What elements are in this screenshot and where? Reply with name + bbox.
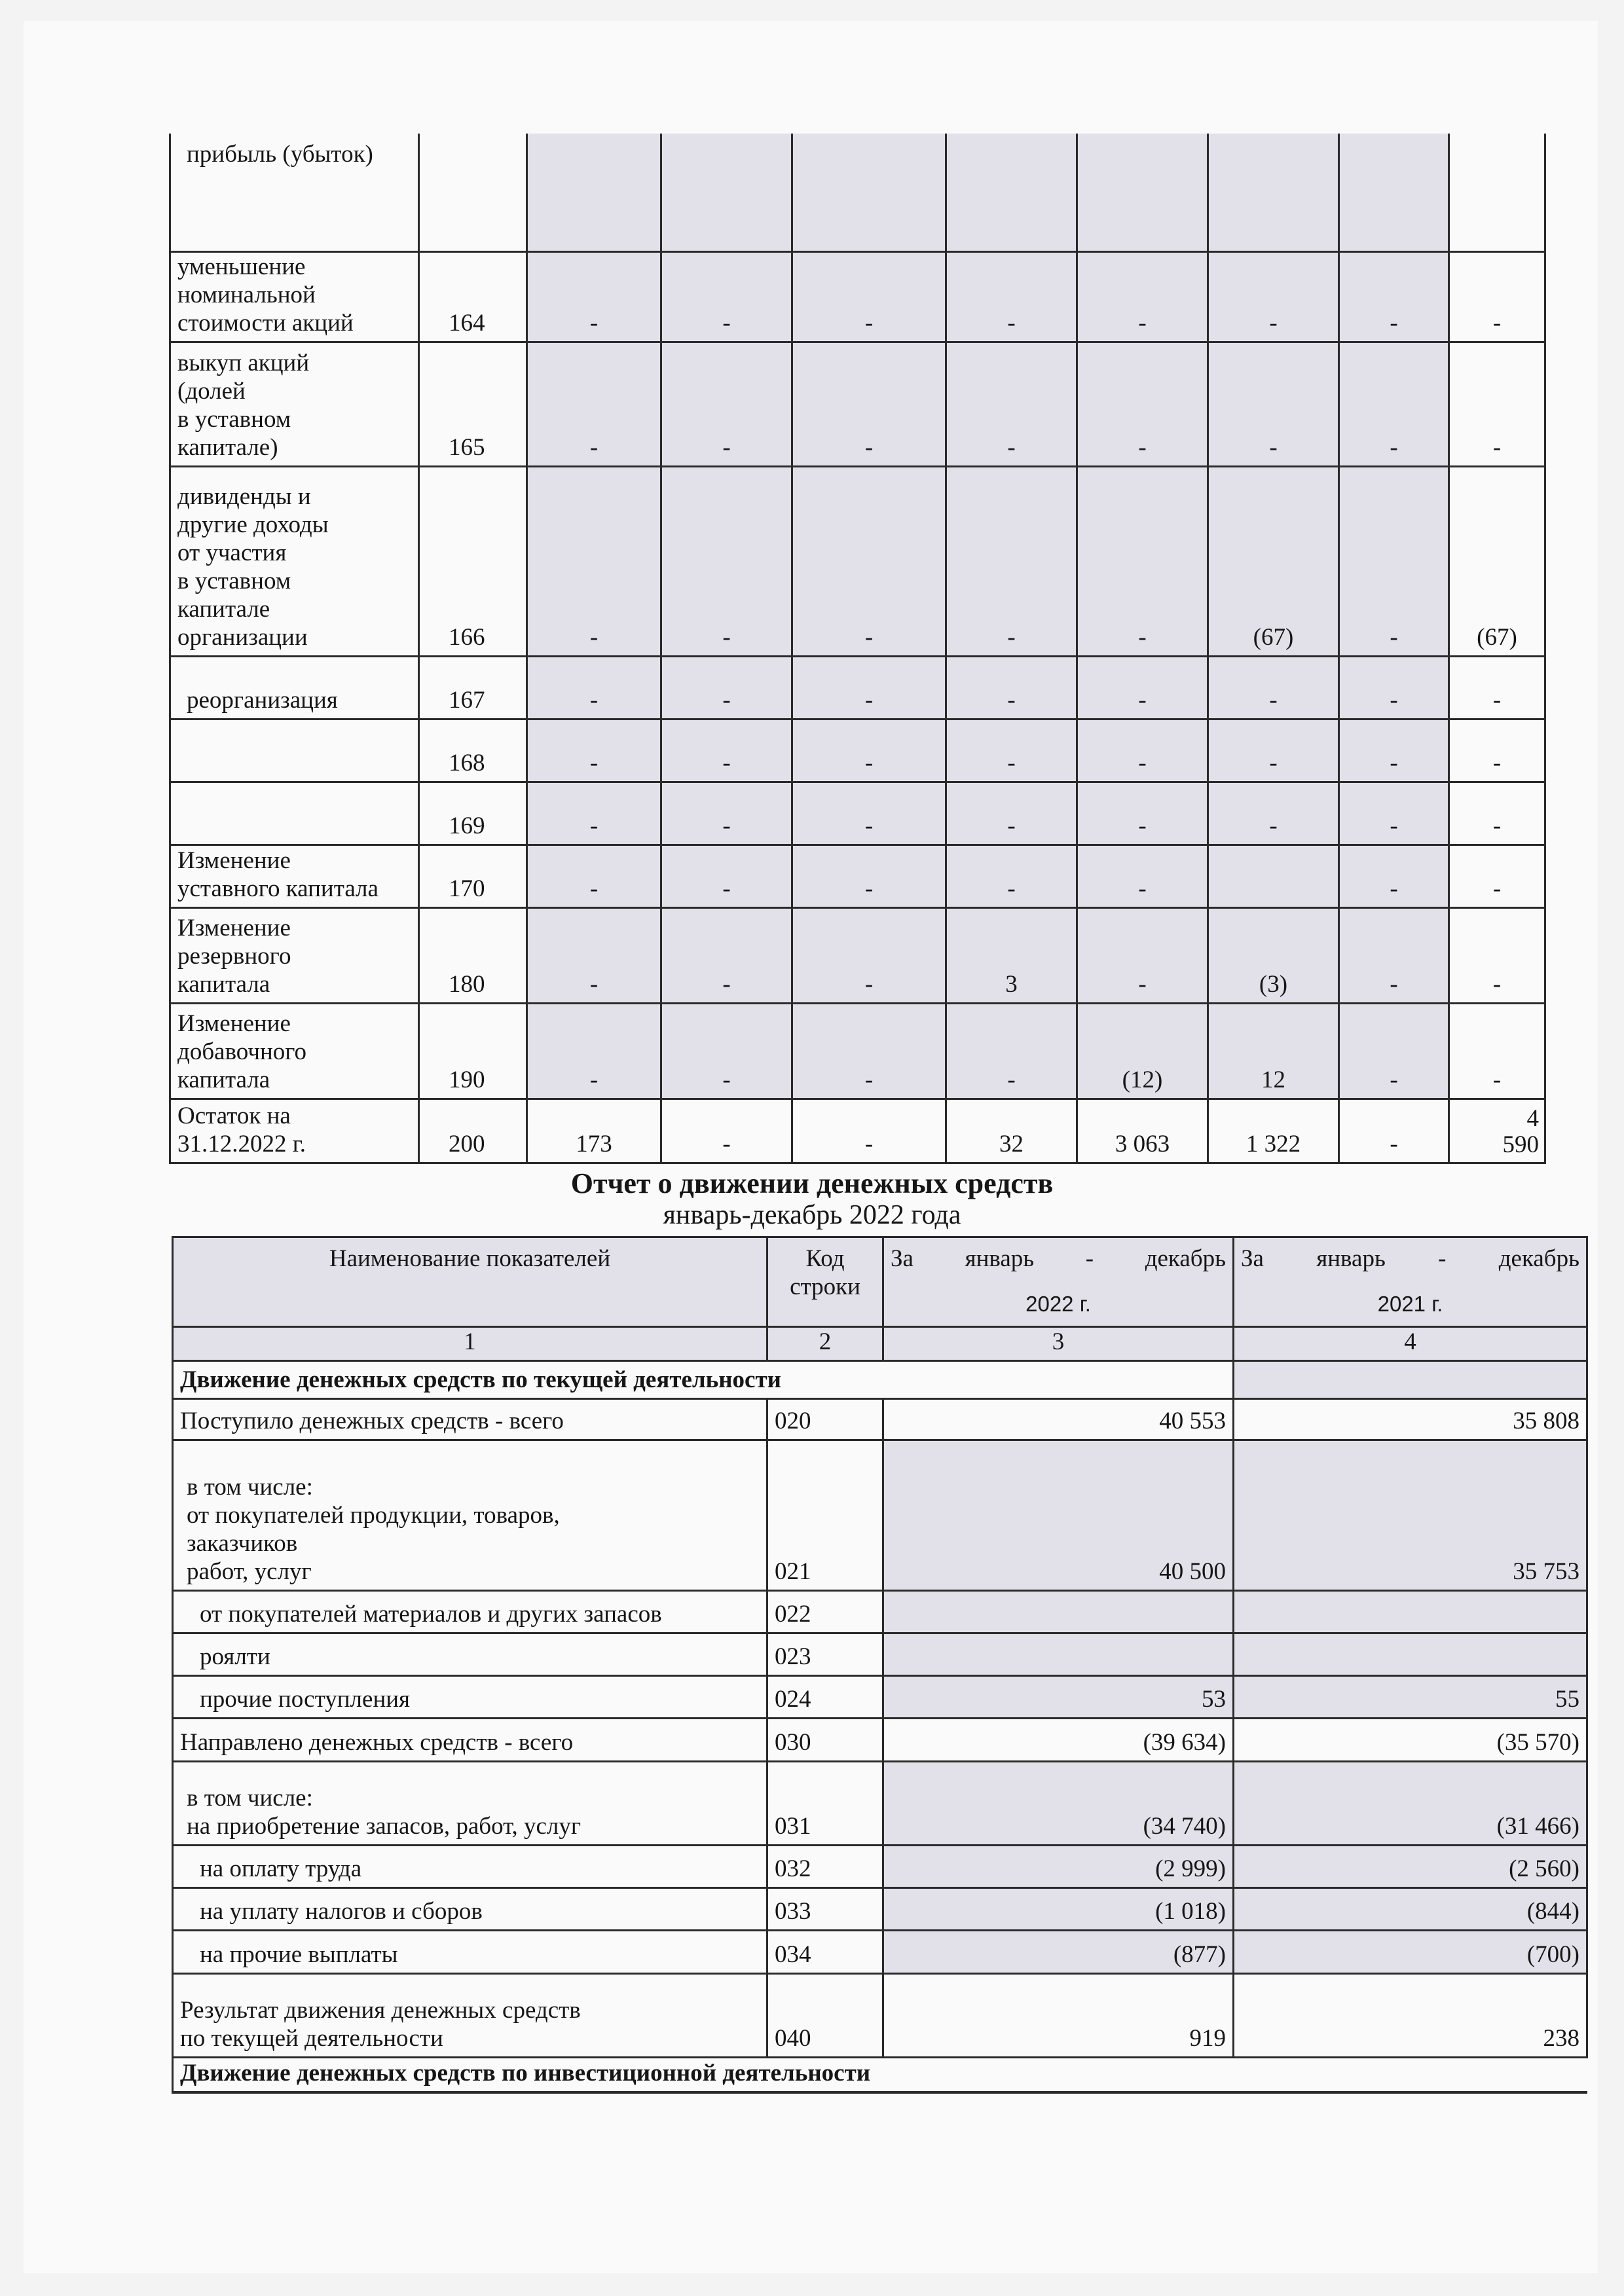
cell: - bbox=[1208, 782, 1339, 845]
cell: - bbox=[946, 251, 1077, 342]
value-2022: 919 bbox=[883, 1973, 1234, 2057]
value-2022: (877) bbox=[883, 1931, 1234, 1973]
value-2021: 35 753 bbox=[1234, 1440, 1587, 1590]
value-2022 bbox=[883, 1590, 1234, 1633]
table-row bbox=[173, 1440, 1587, 1590]
cell: - bbox=[792, 466, 946, 656]
cell: - bbox=[1339, 782, 1449, 845]
cell: 32 bbox=[946, 1099, 1077, 1163]
row-code: 030 bbox=[767, 1719, 883, 1761]
row-code: 168 bbox=[419, 719, 527, 782]
row-code bbox=[419, 134, 527, 251]
cell: - bbox=[527, 845, 661, 907]
value-2021: 238 bbox=[1234, 1973, 1587, 2057]
value-2021: 55 bbox=[1234, 1676, 1587, 1719]
value-2021: (2 560) bbox=[1234, 1845, 1587, 1887]
cell: - bbox=[946, 342, 1077, 466]
cell bbox=[661, 134, 792, 251]
cell: - bbox=[1339, 907, 1449, 1003]
cell: - bbox=[1339, 466, 1449, 656]
cell: - bbox=[661, 845, 792, 907]
cell: - bbox=[1208, 342, 1339, 466]
cell: - bbox=[1077, 656, 1208, 719]
row-label: Остаток на 31.12.2022 г. bbox=[170, 1099, 419, 1163]
row-label: от покупателей материалов и других запасов bbox=[173, 1590, 767, 1633]
cell: (3) bbox=[1208, 907, 1339, 1003]
row-label: в том числе: от покупателей продукции, товаров, заказчиков работ, услуг bbox=[173, 1440, 767, 1590]
col-number: 3 bbox=[883, 1326, 1234, 1361]
cell: - bbox=[1339, 845, 1449, 907]
cell: - bbox=[792, 342, 946, 466]
cell: - bbox=[1339, 251, 1449, 342]
row-code: 024 bbox=[767, 1676, 883, 1719]
cell: - bbox=[1077, 251, 1208, 342]
cell: - bbox=[1449, 719, 1545, 782]
table-row bbox=[173, 1590, 1587, 1633]
cell: - bbox=[1339, 1099, 1449, 1163]
section-row bbox=[173, 2057, 1587, 2092]
row-code: 165 bbox=[419, 342, 527, 466]
row-label: роялти bbox=[173, 1633, 767, 1676]
cell: - bbox=[946, 845, 1077, 907]
row-code: 022 bbox=[767, 1590, 883, 1633]
cell: - bbox=[792, 1003, 946, 1099]
table-row bbox=[173, 1888, 1587, 1931]
row-code: 021 bbox=[767, 1440, 883, 1590]
row-label bbox=[170, 782, 419, 845]
cell bbox=[1208, 845, 1339, 907]
cell: 12 bbox=[1208, 1003, 1339, 1099]
cell bbox=[792, 134, 946, 251]
row-label: выкуп акций (долей в уставном капитале) bbox=[170, 342, 419, 466]
report-title: Отчет о движении денежных средств bbox=[570, 1167, 1054, 1199]
cell: - bbox=[792, 782, 946, 845]
cell: - bbox=[661, 342, 792, 466]
row-code: 034 bbox=[767, 1931, 883, 1973]
table-row bbox=[170, 466, 1545, 656]
cell: - bbox=[1339, 719, 1449, 782]
value-2021: (35 570) bbox=[1234, 1719, 1587, 1761]
row-label bbox=[170, 719, 419, 782]
row-code: 167 bbox=[419, 656, 527, 719]
cell: - bbox=[1449, 782, 1545, 845]
row-code: 200 bbox=[419, 1099, 527, 1163]
cell: - bbox=[1339, 1003, 1449, 1099]
cashflow-table bbox=[172, 1236, 1588, 2094]
value-2022: (39 634) bbox=[883, 1719, 1234, 1761]
table-row bbox=[170, 1099, 1545, 1163]
row-label: Изменение резервного капитала bbox=[170, 907, 419, 1003]
cell: - bbox=[1208, 251, 1339, 342]
cell: - bbox=[527, 656, 661, 719]
row-label: реорганизация bbox=[170, 656, 419, 719]
table-row bbox=[170, 656, 1545, 719]
cell: - bbox=[792, 1099, 946, 1163]
cell bbox=[946, 134, 1077, 251]
value-2022: 53 bbox=[883, 1676, 1234, 1719]
cell: - bbox=[1077, 342, 1208, 466]
row-label: дивиденды и другие доходы от участия в уставном капитале организации bbox=[170, 466, 419, 656]
header-period-2021: За январь - декабрь 2021 г. bbox=[1234, 1237, 1587, 1327]
cell: - bbox=[527, 466, 661, 656]
row-code: 169 bbox=[419, 782, 527, 845]
row-label: на прочие выплаты bbox=[173, 1931, 767, 1973]
value-2022: 40 500 bbox=[883, 1440, 1234, 1590]
cell: 1 322 bbox=[1208, 1099, 1339, 1163]
value-2022: (1 018) bbox=[883, 1888, 1234, 1931]
cell: - bbox=[661, 907, 792, 1003]
row-label: на оплату труда bbox=[173, 1845, 767, 1887]
cell: (12) bbox=[1077, 1003, 1208, 1099]
cell: - bbox=[527, 907, 661, 1003]
row-label: Направлено денежных средств - всего bbox=[173, 1719, 767, 1761]
table-row bbox=[170, 719, 1545, 782]
table-row bbox=[173, 1719, 1587, 1761]
row-code: 164 bbox=[419, 251, 527, 342]
cell: - bbox=[946, 1003, 1077, 1099]
value-2022: (2 999) bbox=[883, 1845, 1234, 1887]
header-name: Наименование показателей bbox=[173, 1237, 767, 1327]
cell: - bbox=[946, 466, 1077, 656]
value-2021: (844) bbox=[1234, 1888, 1587, 1931]
header-period-2022: За январь - декабрь 2022 г. bbox=[883, 1237, 1234, 1327]
table-row bbox=[173, 1633, 1587, 1676]
row-label: на уплату налогов и сборов bbox=[173, 1888, 767, 1931]
value-2021: 35 808 bbox=[1234, 1398, 1587, 1440]
table-row bbox=[170, 782, 1545, 845]
section-row bbox=[173, 1361, 1587, 1398]
cell: - bbox=[1339, 656, 1449, 719]
table-row bbox=[170, 845, 1545, 907]
row-label: прибыль (убыток) bbox=[170, 134, 419, 251]
row-code: 020 bbox=[767, 1398, 883, 1440]
cell: - bbox=[661, 656, 792, 719]
cell: - bbox=[1208, 719, 1339, 782]
cell bbox=[1077, 134, 1208, 251]
col-number: 1 bbox=[173, 1326, 767, 1361]
table-row bbox=[173, 1973, 1587, 2057]
row-label: Результат движения денежных средств по текущей деятельности bbox=[173, 1973, 767, 2057]
cell: - bbox=[527, 782, 661, 845]
header-code: Код строки bbox=[767, 1237, 883, 1327]
row-code: 180 bbox=[419, 907, 527, 1003]
table-row bbox=[170, 342, 1545, 466]
row-label: уменьшение номинальной стоимости акций bbox=[170, 251, 419, 342]
cell: - bbox=[527, 719, 661, 782]
cell: 3 bbox=[946, 907, 1077, 1003]
section-title-operating: Движение денежных средств по текущей деятельности bbox=[173, 1361, 1234, 1398]
row-code: 170 bbox=[419, 845, 527, 907]
row-label: прочие поступления bbox=[173, 1676, 767, 1719]
cell: - bbox=[946, 719, 1077, 782]
cell: - bbox=[946, 656, 1077, 719]
cell: - bbox=[1449, 251, 1545, 342]
row-code: 031 bbox=[767, 1761, 883, 1845]
table-row bbox=[170, 1003, 1545, 1099]
cell: - bbox=[1208, 656, 1339, 719]
cell bbox=[1339, 134, 1449, 251]
cell: - bbox=[1077, 719, 1208, 782]
row-code: 032 bbox=[767, 1845, 883, 1887]
value-2022 bbox=[883, 1633, 1234, 1676]
cell: - bbox=[661, 719, 792, 782]
cell: - bbox=[527, 1003, 661, 1099]
cell: - bbox=[1077, 907, 1208, 1003]
cell: - bbox=[661, 1003, 792, 1099]
cell: - bbox=[792, 907, 946, 1003]
cell: - bbox=[1077, 782, 1208, 845]
value-2021: (31 466) bbox=[1234, 1761, 1587, 1845]
header-row bbox=[173, 1237, 1587, 1327]
row-code: 040 bbox=[767, 1973, 883, 2057]
cell: - bbox=[946, 782, 1077, 845]
cell: - bbox=[792, 845, 946, 907]
cell: - bbox=[661, 1099, 792, 1163]
row-label: Изменение уставного капитала bbox=[170, 845, 419, 907]
col-number: 4 bbox=[1234, 1326, 1587, 1361]
row-code: 190 bbox=[419, 1003, 527, 1099]
cell: (67) bbox=[1208, 466, 1339, 656]
cell: - bbox=[1449, 656, 1545, 719]
value-2021 bbox=[1234, 1590, 1587, 1633]
row-label: Изменение добавочного капитала bbox=[170, 1003, 419, 1099]
cell: 4 590 bbox=[1449, 1099, 1545, 1163]
cell: 3 063 bbox=[1077, 1099, 1208, 1163]
table-row bbox=[173, 1676, 1587, 1719]
cell: (67) bbox=[1449, 466, 1545, 656]
cell bbox=[527, 134, 661, 251]
cell: - bbox=[792, 251, 946, 342]
cell: - bbox=[792, 656, 946, 719]
cell: - bbox=[1077, 845, 1208, 907]
col-number: 2 bbox=[767, 1326, 883, 1361]
header-year-2021: 2021 г. bbox=[1377, 1292, 1443, 1316]
cell bbox=[1449, 134, 1545, 251]
cell bbox=[1208, 134, 1339, 251]
cell: - bbox=[1077, 466, 1208, 656]
cell: - bbox=[661, 466, 792, 656]
cell: - bbox=[1449, 845, 1545, 907]
capital-changes-table bbox=[169, 134, 1546, 1164]
table-row bbox=[170, 907, 1545, 1003]
cell: - bbox=[1449, 342, 1545, 466]
table-row bbox=[173, 1398, 1587, 1440]
row-label: в том числе: на приобретение запасов, работ, услуг bbox=[173, 1761, 767, 1845]
row-label: Поступило денежных средств - всего bbox=[173, 1398, 767, 1440]
cell: - bbox=[1339, 342, 1449, 466]
cell: - bbox=[1449, 1003, 1545, 1099]
cell: - bbox=[1449, 907, 1545, 1003]
cell: - bbox=[661, 251, 792, 342]
column-numbers-row bbox=[173, 1326, 1587, 1361]
cell: 173 bbox=[527, 1099, 661, 1163]
cell: - bbox=[792, 719, 946, 782]
row-code: 033 bbox=[767, 1888, 883, 1931]
section-title-investing: Движение денежных средств по инвестиционной деятельности bbox=[173, 2057, 1587, 2092]
table-row bbox=[170, 134, 1545, 251]
table-row bbox=[173, 1845, 1587, 1887]
header-year-2022: 2022 г. bbox=[1025, 1292, 1091, 1316]
report-period: январь-декабрь 2022 года bbox=[663, 1200, 961, 1230]
value-2021: (700) bbox=[1234, 1931, 1587, 1973]
row-code: 023 bbox=[767, 1633, 883, 1676]
value-2021 bbox=[1234, 1633, 1587, 1676]
table-row bbox=[173, 1761, 1587, 1845]
table-row bbox=[173, 1931, 1587, 1973]
cell: - bbox=[527, 251, 661, 342]
value-2022: 40 553 bbox=[883, 1398, 1234, 1440]
table-row bbox=[170, 251, 1545, 342]
cell: - bbox=[527, 342, 661, 466]
row-code: 166 bbox=[419, 466, 527, 656]
cell: - bbox=[661, 782, 792, 845]
value-2022: (34 740) bbox=[883, 1761, 1234, 1845]
